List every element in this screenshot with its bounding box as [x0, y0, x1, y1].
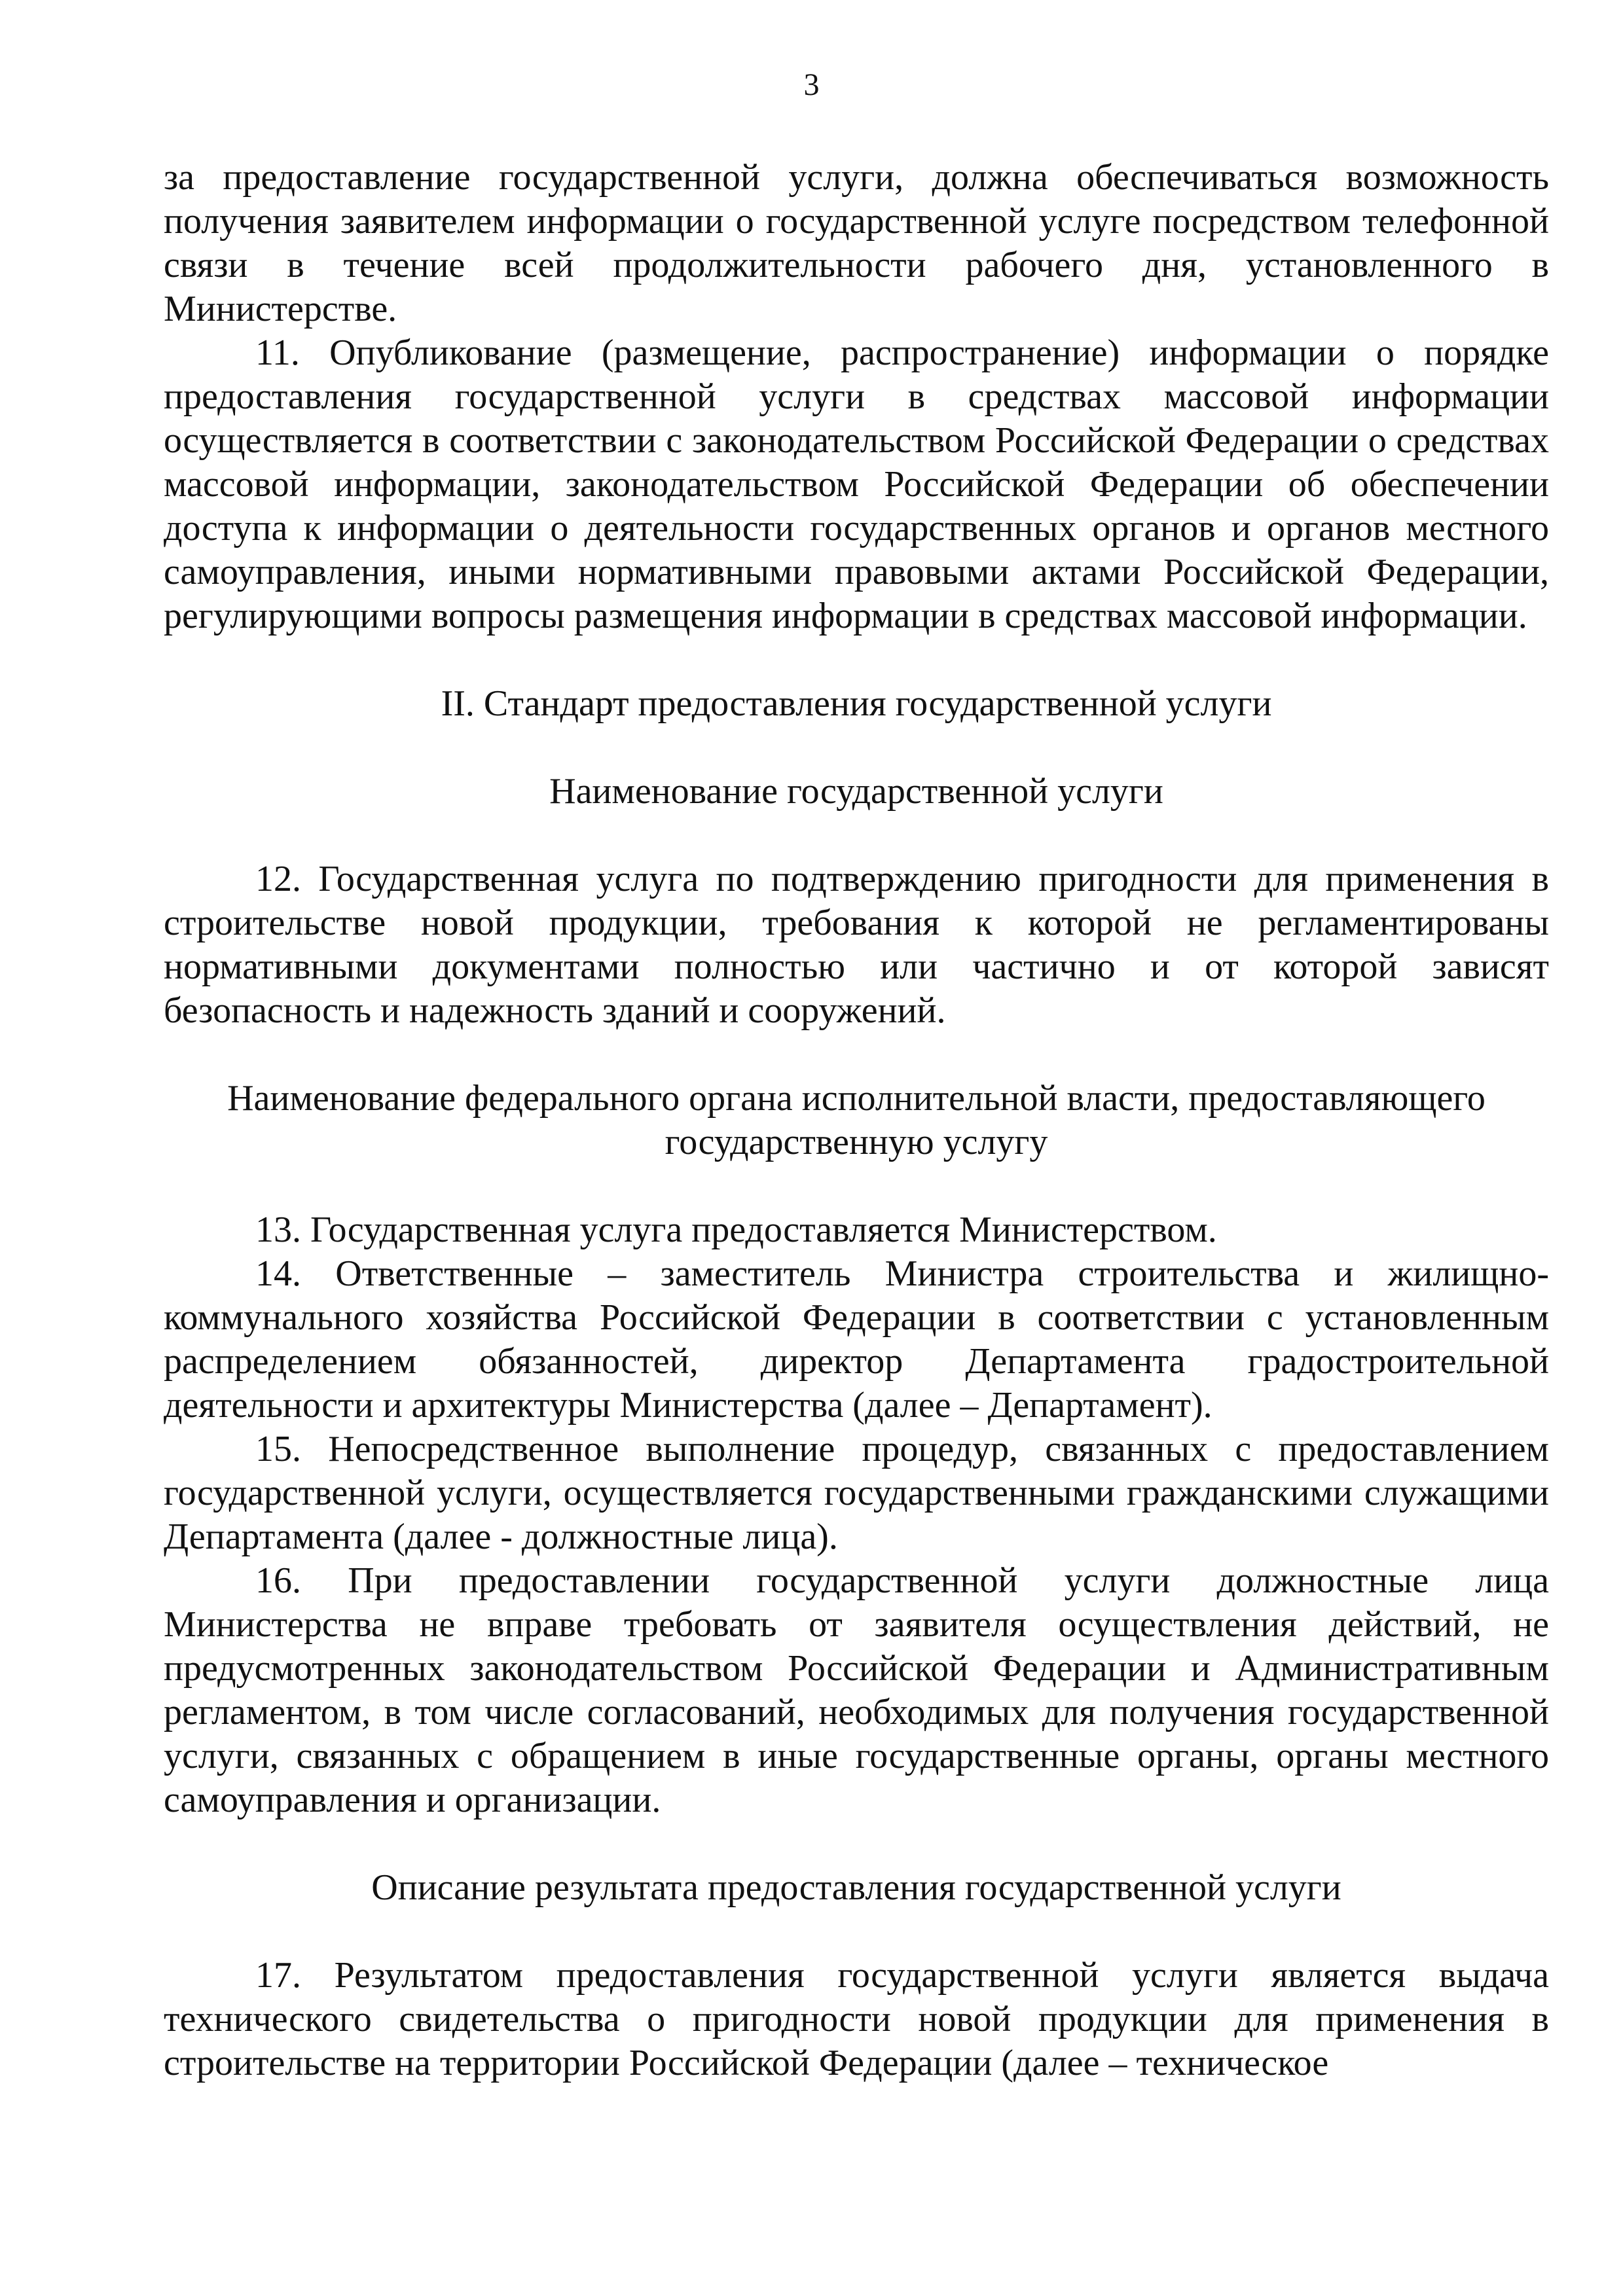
paragraph-14: 14. Ответственные – заместитель Министра строительства и жилищно-коммунального хозяйства Российской Федерации в соответствии с установленным распределением обязанностей, директор Департамента градостроительной деятельности и архитектуры Министерства (далее – Департамент).: [164, 1253, 1549, 1426]
heading-service-name: Наименование государственной услуги: [549, 771, 1163, 812]
paragraph-12: 12. Государственная услуга по подтверждению пригодности для применения в строительстве новой продукции, требования к которой не регламентированы нормативными документами полностью или частично и от которой зависят безопасность и надежность зданий и сооружений.: [164, 859, 1549, 1031]
section-title: II. Стандарт предоставления государственной услуги: [441, 683, 1272, 724]
paragraph-continuation: за предоставление государственной услуги, должна обеспечиваться возможность получения заявителем информации о государственной услуге посредством телефонной связи в течение всей продолжительности рабочего дня, установленного в Министерстве.: [164, 157, 1549, 329]
page-number: 3: [803, 67, 820, 102]
paragraph-13: 13. Государственная услуга предоставляется Министерством.: [255, 1210, 1217, 1250]
paragraph-11: 11. Опубликование (размещение, распространение) информации о порядке предоставления государственной услуги в средствах массовой информации осуществляется в соответствии с законодательством Российской Федерации о средствах массовой информации, законодательством Российской Федерации об обеспечении доступа к информации о деятельности государственных органов и органов местного самоуправления, иными нормативными правовыми актами Российской Федерации, регулирующими вопросы размещения информации в средствах массовой информации.: [164, 332, 1549, 636]
paragraph-16: 16. При предоставлении государственной услуги должностные лица Министерства не вправе требовать от заявителя осуществления действий, не предусмотренных законодательством Российской Федерации и Административным регламентом, в том числе согласований, необходимых для получения государственной услуги, связанных с обращением в иные государственные органы, органы местного самоуправления и организации.: [164, 1560, 1549, 1820]
paragraph-17: 17. Результатом предоставления государственной услуги является выдача технического свидетельства о пригодности новой продукции для применения в строительстве на территории Российской Федерации (далее – техническое: [164, 1955, 1549, 2083]
heading-federal-organ-line1: Наименование федерального органа исполнительной власти, предоставляющего: [227, 1078, 1486, 1119]
heading-result-description: Описание результата предоставления государственной услуги: [371, 1867, 1341, 1908]
heading-federal-organ-line2: государственную услугу: [665, 1122, 1048, 1162]
page-content: [164, 156, 1549, 2085]
paragraph-15: 15. Непосредственное выполнение процедур, связанных с предоставлением государственной услуги, осуществляется государственными гражданскими служащими Департамента (далее - должностные лица).: [164, 1429, 1549, 1557]
heading-federal-organ: [164, 1077, 1549, 1164]
